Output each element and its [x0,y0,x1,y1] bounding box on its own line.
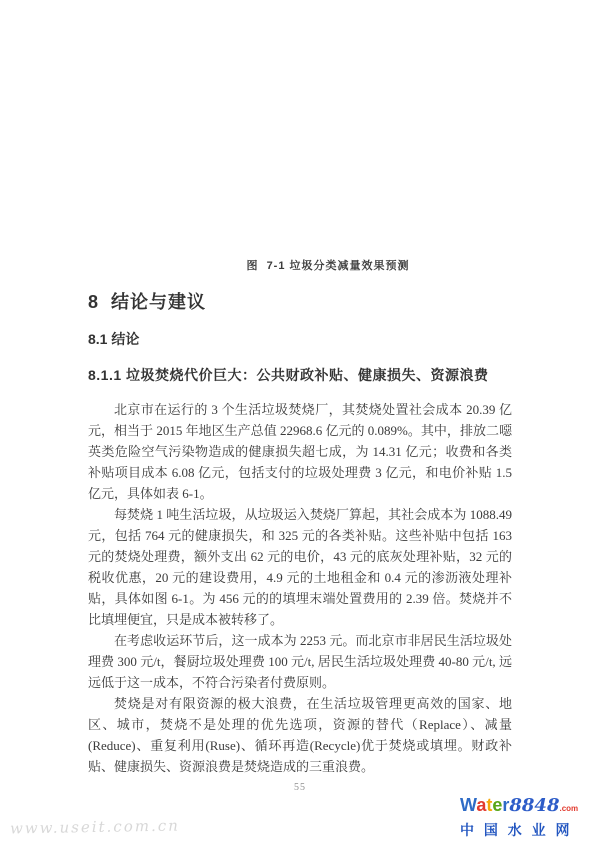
logo-letter: a [476,795,487,815]
paragraph-social-cost: 北京市在运行的 3 个生活垃圾焚烧厂，其焚烧处置社会成本 20.39 亿元，相当于 2015 年地区生产总值 22968.6 亿元的 0.089%。其中，排放二噁英类危险空气污染物造成的健康损失超七成，为 14.31 亿元；收费和各类补贴项目成本 6.08 亿元，包括支付的垃圾处理费 3 亿元，和电价补贴 1.5 亿元，具体如表 6-1。 [88,402,512,501]
water8848-wordmark [460,795,596,819]
logo-letter: r [502,795,510,815]
paragraph-per-ton-cost: 每焚烧 1 吨生活垃圾，从垃圾运入焚烧厂算起，其社会成本为 1088.49 元，包括 764 元的健康损失，和 325 元的各类补贴。这些补贴中包括 163 元的焚烧处理费，额外支出 62 元的电价，43 元的底灰处理补贴，32 元的税收优惠，20 元的建设费用，4.9 元的土地租金和 0.4 元的渗沥液处理补贴，具体如图 6-1。为 456 元的的填埋末端处置费用的 2.39 倍。焚烧并不比填埋便宜，只是成本被转移了。 [88,507,512,627]
logo-number: 8848 [509,795,560,816]
useit-watermark: www.useit.com.cn [9,816,180,838]
subsection-heading: 8.1 结论 [88,331,140,347]
logo-letter: W [460,795,477,815]
water8848-logo [460,795,596,838]
water8848-cn-name: 中 国 水 业 网 [460,822,573,838]
paragraph-collection-cost: 在考虑收运环节后，这一成本为 2253 元。而北京市非居民生活垃圾处理费 300 元/t，餐厨垃圾处理费 100 元/t, 居民生活垃圾处理费 40-80 元/t, 远远低于这一成本，不符合污染者付费原则。 [88,633,512,690]
figure-caption: 图 7-1 垃圾分类减量效果预测 [246,260,410,272]
logo-tld: .com [559,804,579,813]
section-heading: 8 结论与建议 [88,292,207,312]
logo-letter: t [486,795,493,815]
subsubsection-heading: 8.1.1 垃圾焚烧代价巨大：公共财政补贴、健康损失、资源浪费 [88,367,489,383]
page-number: 55 [294,782,306,793]
paragraph-resource-waste: 焚烧是对有限资源的极大浪费，在生活垃圾管理更高效的国家、地区、城市，焚烧不是处理的优先选项，资源的替代（Replace）、减量(Reduce)、重复利用(Ruse)、循环再造(Recycle)优于焚烧或填埋。财政补贴、健康损失、资源浪费是焚烧造成的三重浪费。 [88,696,512,774]
logo-letter: e [492,795,503,815]
page-content [88,0,512,777]
